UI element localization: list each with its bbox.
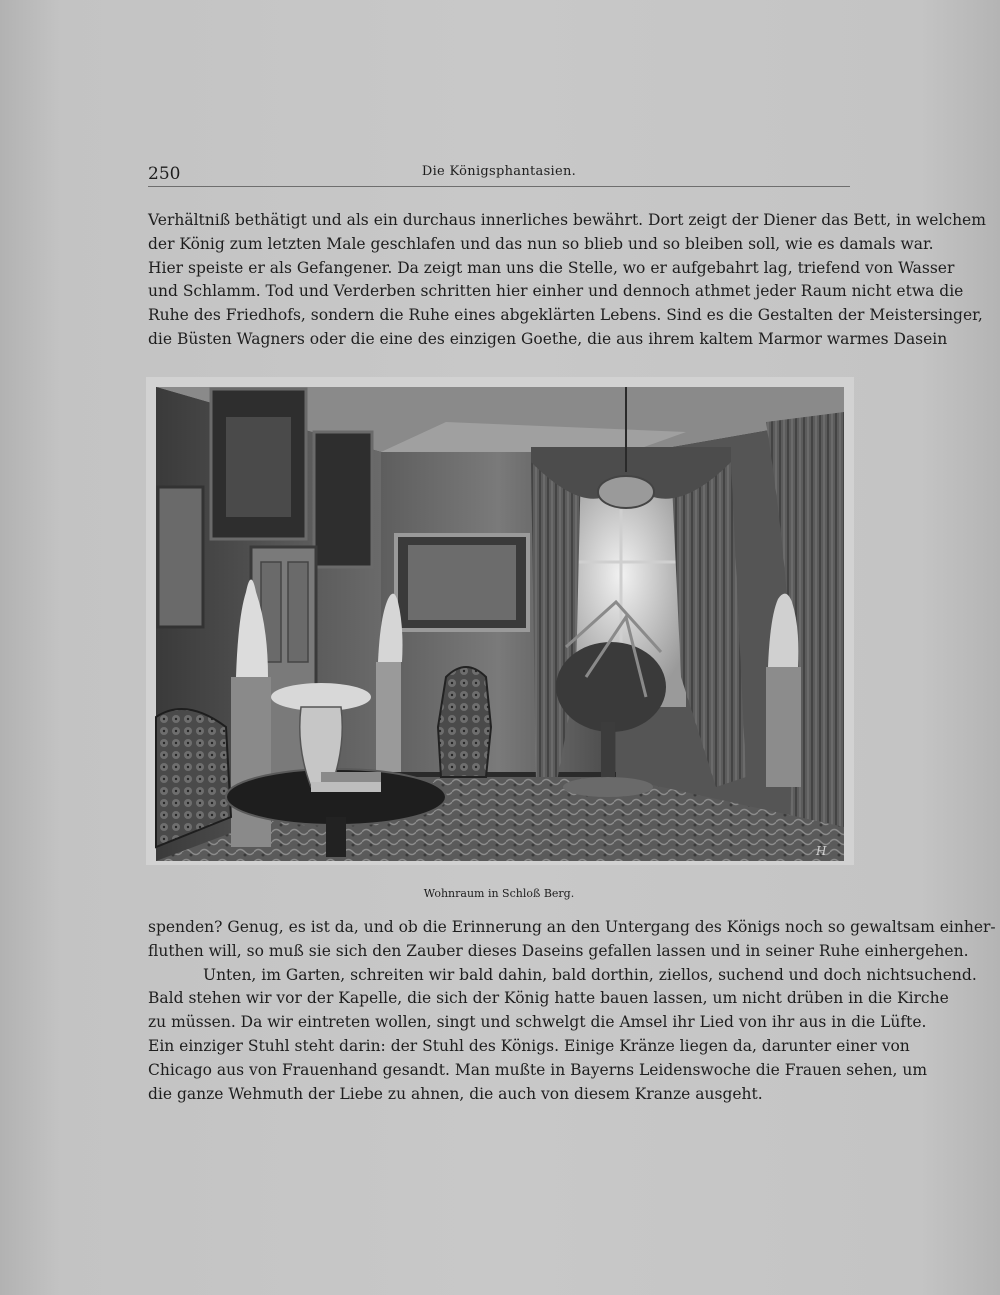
text-line: Bald stehen wir vor der Kapelle, die sich der König hatte bauen lassen, um nicht drüben in die Kirche	[148, 989, 949, 1008]
text-line: Ein einziger Stuhl steht darin: der Stuhl des Königs. Einige Kränze liegen da, darunter einer von	[148, 1036, 910, 1055]
page-number: 250	[148, 164, 181, 184]
running-title: Die Königsphantasien.	[421, 164, 577, 179]
text-line: und Schlamm. Tod und Verderben schritten hier einher und dennoch athmet jeder Raum nicht etwa die	[148, 282, 964, 301]
text-line: Verhältniß bethätigt und als ein durchaus innerliches bewährt. Dort zeigt der Diener das Bett, in welchem	[148, 211, 986, 229]
illustration-plate	[146, 377, 854, 865]
text-line: zu müssen. Da wir eintreten wollen, singt und schwelgt die Amsel ihr Lied von ihr aus in die Lüfte.	[148, 1013, 927, 1032]
text-line: fluthen will, so muß sie sich den Zauber dieses Daseins gefallen lassen und in seiner Ruhe einhergehen.	[148, 941, 969, 960]
room-engraving	[146, 377, 854, 865]
running-header	[148, 160, 850, 187]
text-line: Chicago aus von Frauenhand gesandt. Man mußte in Bayerns Leidenswoche die Frauen sehen, um	[148, 1060, 928, 1079]
paragraph-bottom	[148, 916, 996, 1106]
text-line: Unten, im Garten, schreiten wir bald dahin, bald dorthin, ziellos, suchend und doch nichtsuchend.	[203, 965, 977, 984]
text-line: Ruhe des Friedhofs, sondern die Ruhe eines abgeklärten Lebens. Sind es die Gestalten der Meistersinger,	[148, 306, 983, 325]
figure-caption: Wohnraum in Schloß Berg.	[423, 887, 575, 900]
paragraph-top	[148, 209, 986, 352]
text-line: die ganze Wehmuth der Liebe zu ahnen, die auch von diesem Kranze ausgeht.	[148, 1084, 763, 1103]
text-line: Hier speiste er als Gefangener. Da zeigt man uns die Stelle, wo er aufgebahrt lag, triefend von Wasser	[148, 258, 955, 277]
text-line: spenden? Genug, es ist da, und ob die Erinnerung an den Untergang des Königs noch so gewaltsam einher-	[148, 918, 996, 936]
text-line: der König zum letzten Male geschlafen und das nun so blieb und so bleiben soll, wie es damals war.	[148, 234, 934, 253]
artist-signature: H	[816, 844, 827, 858]
text-line: die Büsten Wagners oder die eine des einzigen Goethe, die aus ihrem kaltem Marmor warmes Dasein	[148, 329, 948, 348]
